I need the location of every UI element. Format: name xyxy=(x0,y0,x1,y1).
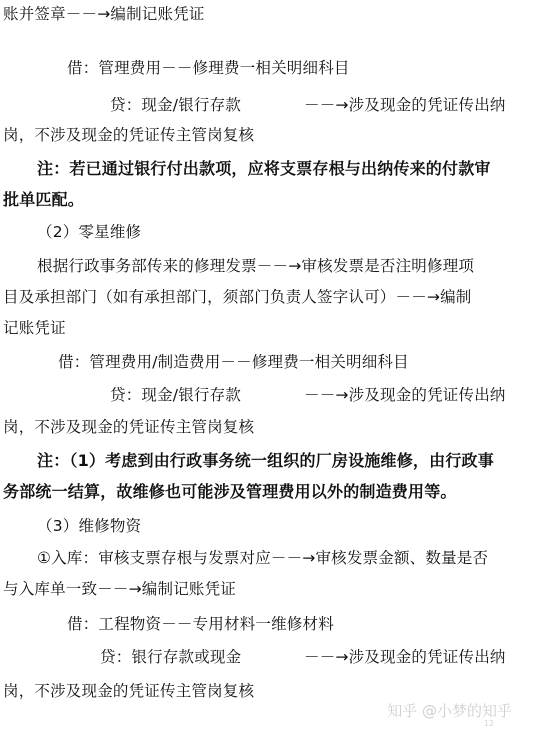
text-line-11: 借：管理费用/制造费用－－修理费一相关明细科目 xyxy=(58,353,409,371)
text-line-18: ①入库：审核支票存根与发票对应－－→审核发票金额、数量是否 xyxy=(37,549,489,567)
text-line-4: 岗，不涉及现金的凭证传主管岗复核 xyxy=(3,126,255,144)
text-line-3b: －－→涉及现金的凭证传出纳 xyxy=(304,96,506,114)
zhihu-watermark: 知乎 @小梦的知乎 xyxy=(387,702,512,720)
note-line-1: 注：若已通过银行付出款项，应将支票存根与出纳传来的付款审 xyxy=(37,159,491,178)
text-line-13: 岗，不涉及现金的凭证传主管岗复核 xyxy=(3,418,255,436)
section-heading-2: （2）零星维修 xyxy=(37,223,142,241)
text-line-20: 借：工程物资－－专用材料一维修材料 xyxy=(67,615,334,633)
text-line-1: 账并签章－－→编制记账凭证 xyxy=(3,5,205,23)
text-line-8: 根据行政事务部传来的修理发票－－→审核发票是否注明修理项 xyxy=(37,257,475,275)
note-line-4: 务部统一结算，故维修也可能涉及管理费用以外的制造费用等。 xyxy=(3,482,457,501)
section-heading-3: （3）维修物资 xyxy=(37,517,142,535)
text-line-3a: 贷：现金/银行存款 xyxy=(110,96,242,114)
text-line-9: 目及承担部门（如有承担部门，须部门负责人签字认可）－－→编制 xyxy=(3,288,472,306)
text-line-12a: 贷：现金/银行存款 xyxy=(110,386,242,404)
text-line-10: 记账凭证 xyxy=(3,319,66,337)
text-line-21a: 贷：银行存款或现金 xyxy=(100,648,242,666)
note-line-3: 注：（1）考虑到由行政事务统一组织的厂房设施维修，由行政事 xyxy=(37,451,494,470)
text-line-21b: －－→涉及现金的凭证传出纳 xyxy=(304,648,506,666)
page-number: 12 xyxy=(483,719,494,728)
note-line-2: 批单匹配。 xyxy=(3,190,85,209)
text-line-19: 与入库单一致－－→编制记账凭证 xyxy=(3,580,236,598)
text-line-22: 岗，不涉及现金的凭证传主管岗复核 xyxy=(3,682,255,700)
text-line-12b: －－→涉及现金的凭证传出纳 xyxy=(304,386,506,404)
text-line-2: 借：管理费用－－修理费一相关明细科目 xyxy=(67,59,350,77)
